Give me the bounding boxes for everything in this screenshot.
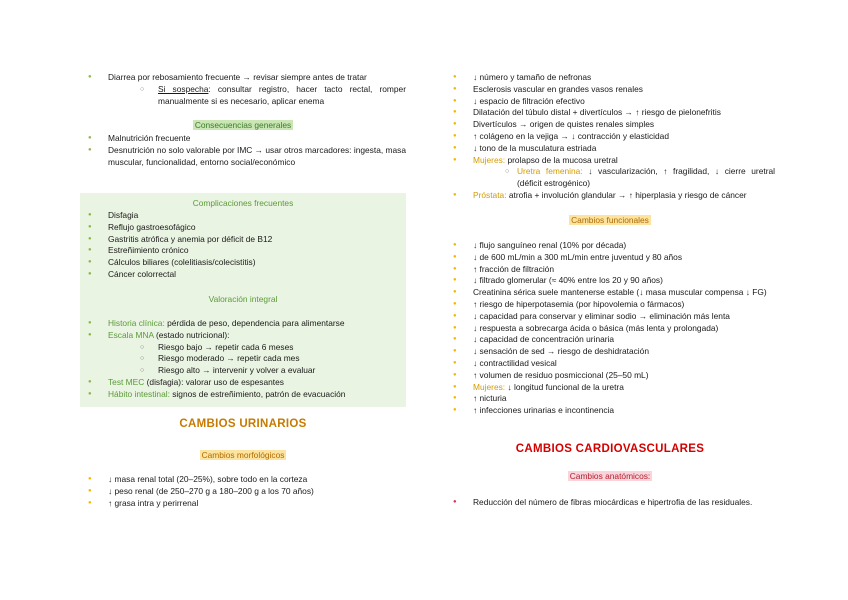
- complications-list: [80, 210, 406, 281]
- list-item: ● ↓ de 600 mL/min a 300 mL/min entre juventud y 80 años: [445, 252, 775, 264]
- women-text: prolapso de la mucosa uretral: [505, 154, 618, 165]
- mec-text: (disfagia): valorar uso de espesantes: [144, 376, 284, 387]
- list-item: ● ↓ número y tamaño de nefronas: [445, 72, 775, 84]
- list-item: ● Cáncer colorrectal: [80, 269, 406, 281]
- urinary-section-title: CAMBIOS URINARIOS: [179, 418, 307, 430]
- mna-item: [80, 330, 406, 342]
- morph-heading-text: Cambios morfológicos: [201, 450, 285, 460]
- anat-list: [445, 496, 775, 509]
- women2-item: [445, 382, 775, 394]
- list-item: ○ Riesgo bajo → repetir cada 6 meses: [80, 342, 406, 354]
- assessment-heading: Valoración integral: [208, 294, 278, 304]
- mec-item: [80, 377, 406, 389]
- mec-label: Test MEC: [108, 376, 145, 387]
- overflow-list: [80, 72, 406, 107]
- list-item: ● Desnutrición no solo valorable por IMC → usar otros marcadores: ingesta, masa muscular, funcionalidad, entorno social/económico: [80, 145, 406, 169]
- suspicion-item: [80, 84, 406, 108]
- urethra-label: Uretra femenina:: [517, 166, 583, 177]
- list-item: ● ↑ volumen de residuo posmiccional (25–50 mL): [445, 370, 775, 382]
- history-item: [80, 318, 406, 330]
- list-item: ○ Riesgo moderado → repetir cada mes: [80, 353, 406, 365]
- list-item: ● Reflujo gastroesofágico: [80, 222, 406, 234]
- list-item: ● Estreñimiento crónico: [80, 245, 406, 257]
- consequences-list: [80, 133, 406, 168]
- cardio-section-title: CAMBIOS CARDIOVASCULARES: [515, 443, 705, 455]
- func-heading: [445, 215, 775, 227]
- prostate-item: [445, 190, 775, 202]
- list-item: ● Diarrea por rebosamiento frecuente → revisar siempre antes de tratar: [80, 72, 406, 84]
- list-item: ● ↑ infecciones urinarias e incontinencia: [445, 405, 775, 417]
- mna-text: (estado nutricional):: [153, 329, 230, 340]
- prostate-text: atrofia + involución glandular → ↑ hiperplasia y riesgo de cáncer: [506, 189, 747, 200]
- assessment-list: [80, 318, 406, 401]
- list-item: ● ↑ nicturia: [445, 393, 775, 405]
- list-item: ● ↓ respuesta a sobrecarga ácida o básica (más lenta y prolongada): [445, 323, 775, 335]
- prostate-label: Próstata:: [473, 189, 507, 200]
- list-item: ● ↓ flujo sanguíneo renal (10% por década): [445, 240, 775, 252]
- list-item: ● ↓ sensación de sed → riesgo de deshidratación: [445, 346, 775, 358]
- morph-list-left: [80, 474, 406, 509]
- list-item: ● Malnutrición frecuente: [80, 133, 406, 145]
- func-heading-text: Cambios funcionales: [571, 215, 649, 225]
- complications-heading: Complicaciones frecuentes: [192, 198, 294, 208]
- urethra-text: ↓ vascularización, ↑ fragilidad, ↓ cierre uretral (déficit estrogénico): [517, 166, 775, 189]
- bowel-label: Hábito intestinal:: [108, 388, 170, 399]
- list-item: ● ↓ filtrado glomerular (≈ 40% entre los 20 y 90 años): [445, 275, 775, 287]
- list-item: ● ↑ grasa intra y perirrenal: [80, 498, 406, 510]
- bowel-item: [80, 389, 406, 401]
- list-item: ● ↓ espacio de filtración efectivo: [445, 96, 775, 108]
- women2-label: Mujeres:: [473, 381, 506, 392]
- list-item: ● Reducción del número de fibras miocárdicas e hipertrofia de las residuales.: [445, 496, 775, 509]
- list-item: ● ↑ fracción de filtración: [445, 264, 775, 276]
- list-item: ○ Riesgo alto → intervenir y volver a evaluar: [80, 365, 406, 377]
- consequences-heading-text: Consecuencias generales: [194, 120, 292, 130]
- bowel-text: signos de estreñimiento, patrón de evacuación: [169, 388, 346, 399]
- anat-heading-text: Cambios anatómicos:: [569, 471, 651, 481]
- list-item: ● ↑ colágeno en la vejiga → ↓ contracción y elasticidad: [445, 131, 775, 143]
- history-text: pérdida de peso, dependencia para alimentarse: [164, 318, 345, 328]
- func-list: [445, 240, 775, 417]
- list-item: ● Gastritis atrófica y anemia por déficit de B12: [80, 234, 406, 246]
- women2-text: ↓ longitud funcional de la uretra: [505, 381, 624, 392]
- suspicion-label: Si sospecha: [158, 83, 209, 94]
- list-item: ● ↑ riesgo de hiperpotasemia (por hipovolemia o fármacos): [445, 299, 775, 311]
- list-item: ● ↓ capacidad de concentración urinaria: [445, 334, 775, 346]
- list-item: ● Dilatación del túbulo distal + divertículos → ↑ riesgo de pielonefritis: [445, 107, 775, 119]
- list-item: ● Creatinina sérica suele mantenerse estable (↓ masa muscular compensa ↓ FG): [445, 287, 775, 299]
- anat-heading: [445, 471, 775, 483]
- list-item: ● Divertículos → origen de quistes renales simples: [445, 119, 775, 131]
- women-label: Mujeres:: [473, 154, 506, 165]
- list-item: ● Disfagia: [80, 210, 406, 222]
- suspicion-text: : consultar registro, hacer tacto rectal, romper manualmente si es necesario, aplicar enema: [158, 83, 407, 106]
- list-item: ● ↓ tono de la musculatura estriada: [445, 143, 775, 155]
- urethra-item: [445, 166, 775, 190]
- list-item: ● Cálculos biliares (colelitiasis/colecistitis): [80, 257, 406, 269]
- consequences-heading: [80, 120, 406, 132]
- morph-list-right: [445, 72, 775, 202]
- list-item: ● ↓ masa renal total (20–25%), sobre todo en la corteza: [80, 474, 406, 486]
- mna-label: Escala MNA: [108, 329, 154, 340]
- list-item: ● Esclerosis vascular en grandes vasos renales: [445, 84, 775, 96]
- list-item: ● ↓ peso renal (de 250–270 g a 180–200 g a los 70 años): [80, 486, 406, 498]
- history-label: Historia clínica:: [108, 318, 165, 328]
- list-item: ● ↓ contractilidad vesical: [445, 358, 775, 370]
- morph-heading: [80, 450, 406, 462]
- women-item: [445, 155, 775, 167]
- list-item: ● ↓ capacidad para conservar y eliminar sodio → eliminación más lenta: [445, 311, 775, 323]
